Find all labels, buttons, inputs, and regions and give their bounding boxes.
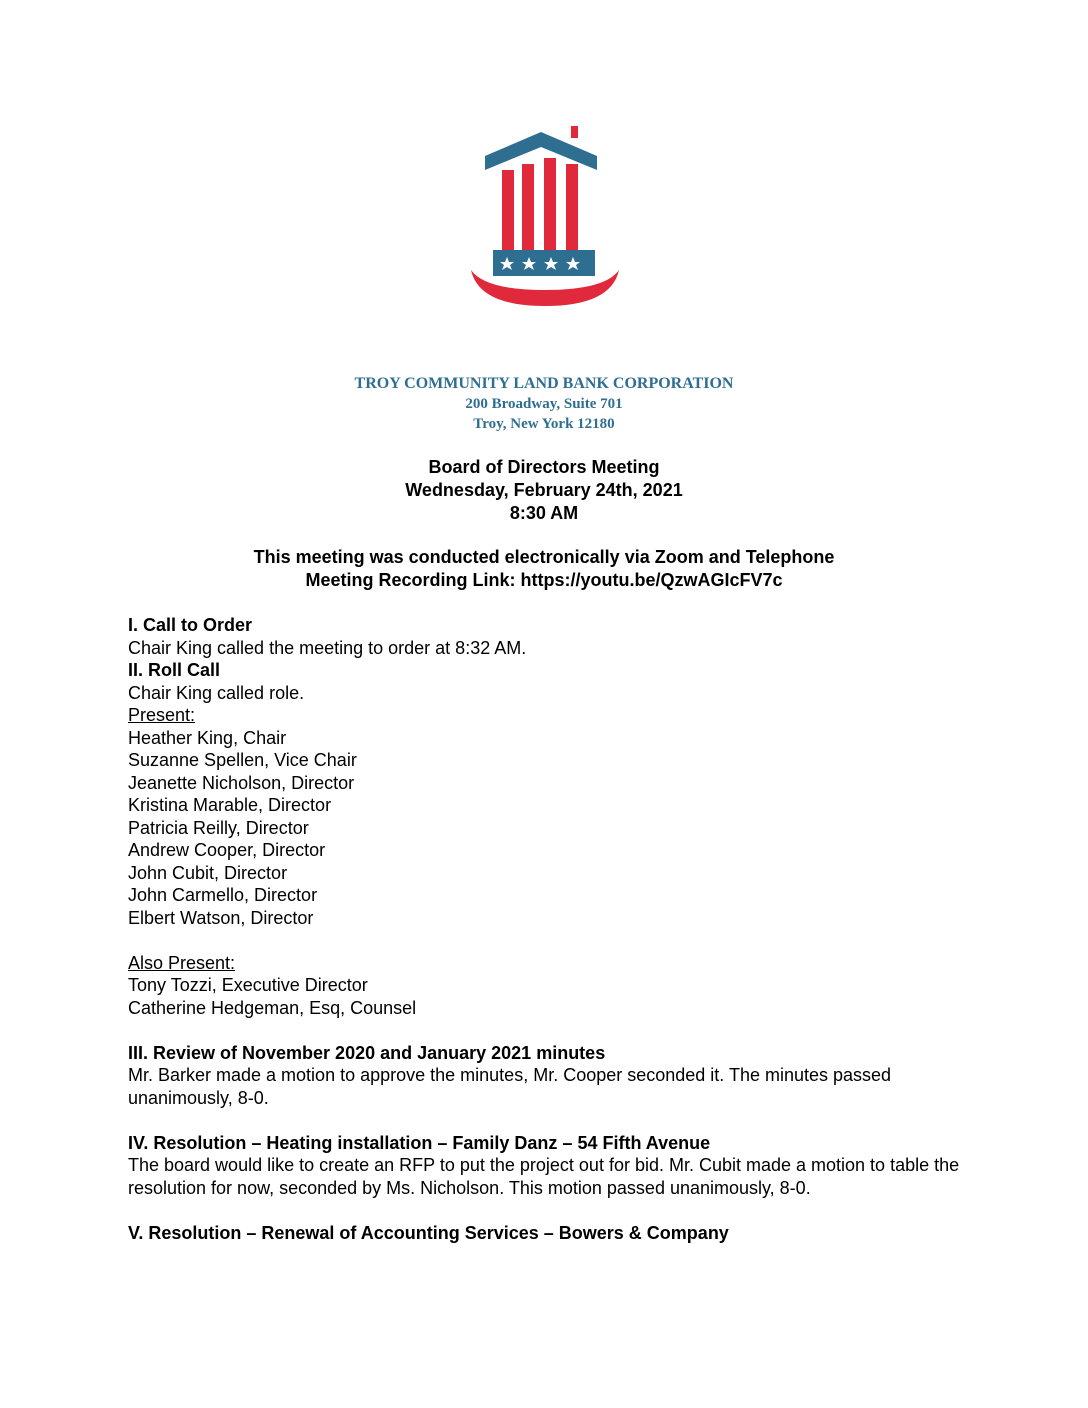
- meeting-time: 8:30 AM: [509, 503, 579, 523]
- section-text-call-to-order: Chair King called the meeting to order at 8:32 AM.: [128, 637, 527, 658]
- meeting-title: Board of Directors Meeting: [428, 457, 660, 477]
- org-address-line2: Troy, New York 12180: [473, 416, 615, 432]
- conduct-notice: [0, 546, 1088, 592]
- org-name: TROY COMMUNITY LAND BANK CORPORATION: [354, 375, 734, 392]
- org-address-line1: 200 Broadway, Suite 701: [465, 396, 623, 412]
- present-label: Present:: [128, 705, 196, 725]
- attendee: Heather King, Chair: [128, 727, 287, 748]
- spacer: [128, 929, 978, 952]
- spacer: [128, 1109, 978, 1132]
- attendee: Suzanne Spellen, Vice Chair: [128, 750, 357, 770]
- attendee: John Cubit, Director: [128, 862, 288, 883]
- attendee: Jeanette Nicholson, Director: [128, 772, 355, 793]
- section-heading-review: III. Review of November 2020 and January 2021 minutes: [128, 1042, 606, 1063]
- minutes-body: [128, 614, 978, 1244]
- spacer: [128, 1199, 978, 1222]
- spacer: [128, 1019, 978, 1042]
- attendee: John Carmello, Director: [128, 885, 318, 905]
- recording-link: Meeting Recording Link: https://youtu.be/QzwAGIcFV7c: [305, 570, 783, 590]
- attendee: Tony Tozzi, Executive Director: [128, 975, 368, 995]
- also-present-label: Also Present:: [128, 952, 236, 973]
- attendee: Elbert Watson, Director: [128, 907, 314, 928]
- section-text-review: Mr. Barker made a motion to approve the minutes, Mr. Cooper seconded it. The minutes passed unanimously, 8-0.: [128, 1065, 892, 1108]
- troy-land-bank-logo: [465, 126, 625, 310]
- section-heading-heating: IV. Resolution – Heating installation – Family Danz – 54 Fifth Avenue: [128, 1132, 711, 1153]
- meeting-date: Wednesday, February 24th, 2021: [405, 480, 683, 500]
- section-heading-accounting: V. Resolution – Renewal of Accounting Services – Bowers & Company: [128, 1222, 729, 1243]
- section-text-heating: The board would like to create an RFP to put the project out for bid. Mr. Cubit made a motion to table the resolution for now, seconded by Ms. Nicholson. This motion passed unanimously, 8-0.: [128, 1155, 960, 1198]
- section-text-roll-call: Chair King called role.: [128, 682, 305, 703]
- meeting-header: [0, 456, 1088, 525]
- section-heading-roll-call: II. Roll Call: [128, 660, 221, 680]
- organization-header: [0, 374, 1088, 434]
- section-heading-call-to-order: I. Call to Order: [128, 615, 253, 635]
- attendee: Patricia Reilly, Director: [128, 817, 309, 838]
- conduct-line1: This meeting was conducted electronically via Zoom and Telephone: [253, 547, 835, 567]
- attendee: Andrew Cooper, Director: [128, 840, 326, 860]
- attendee: Catherine Hedgeman, Esq, Counsel: [128, 997, 417, 1018]
- attendee: Kristina Marable, Director: [128, 795, 332, 815]
